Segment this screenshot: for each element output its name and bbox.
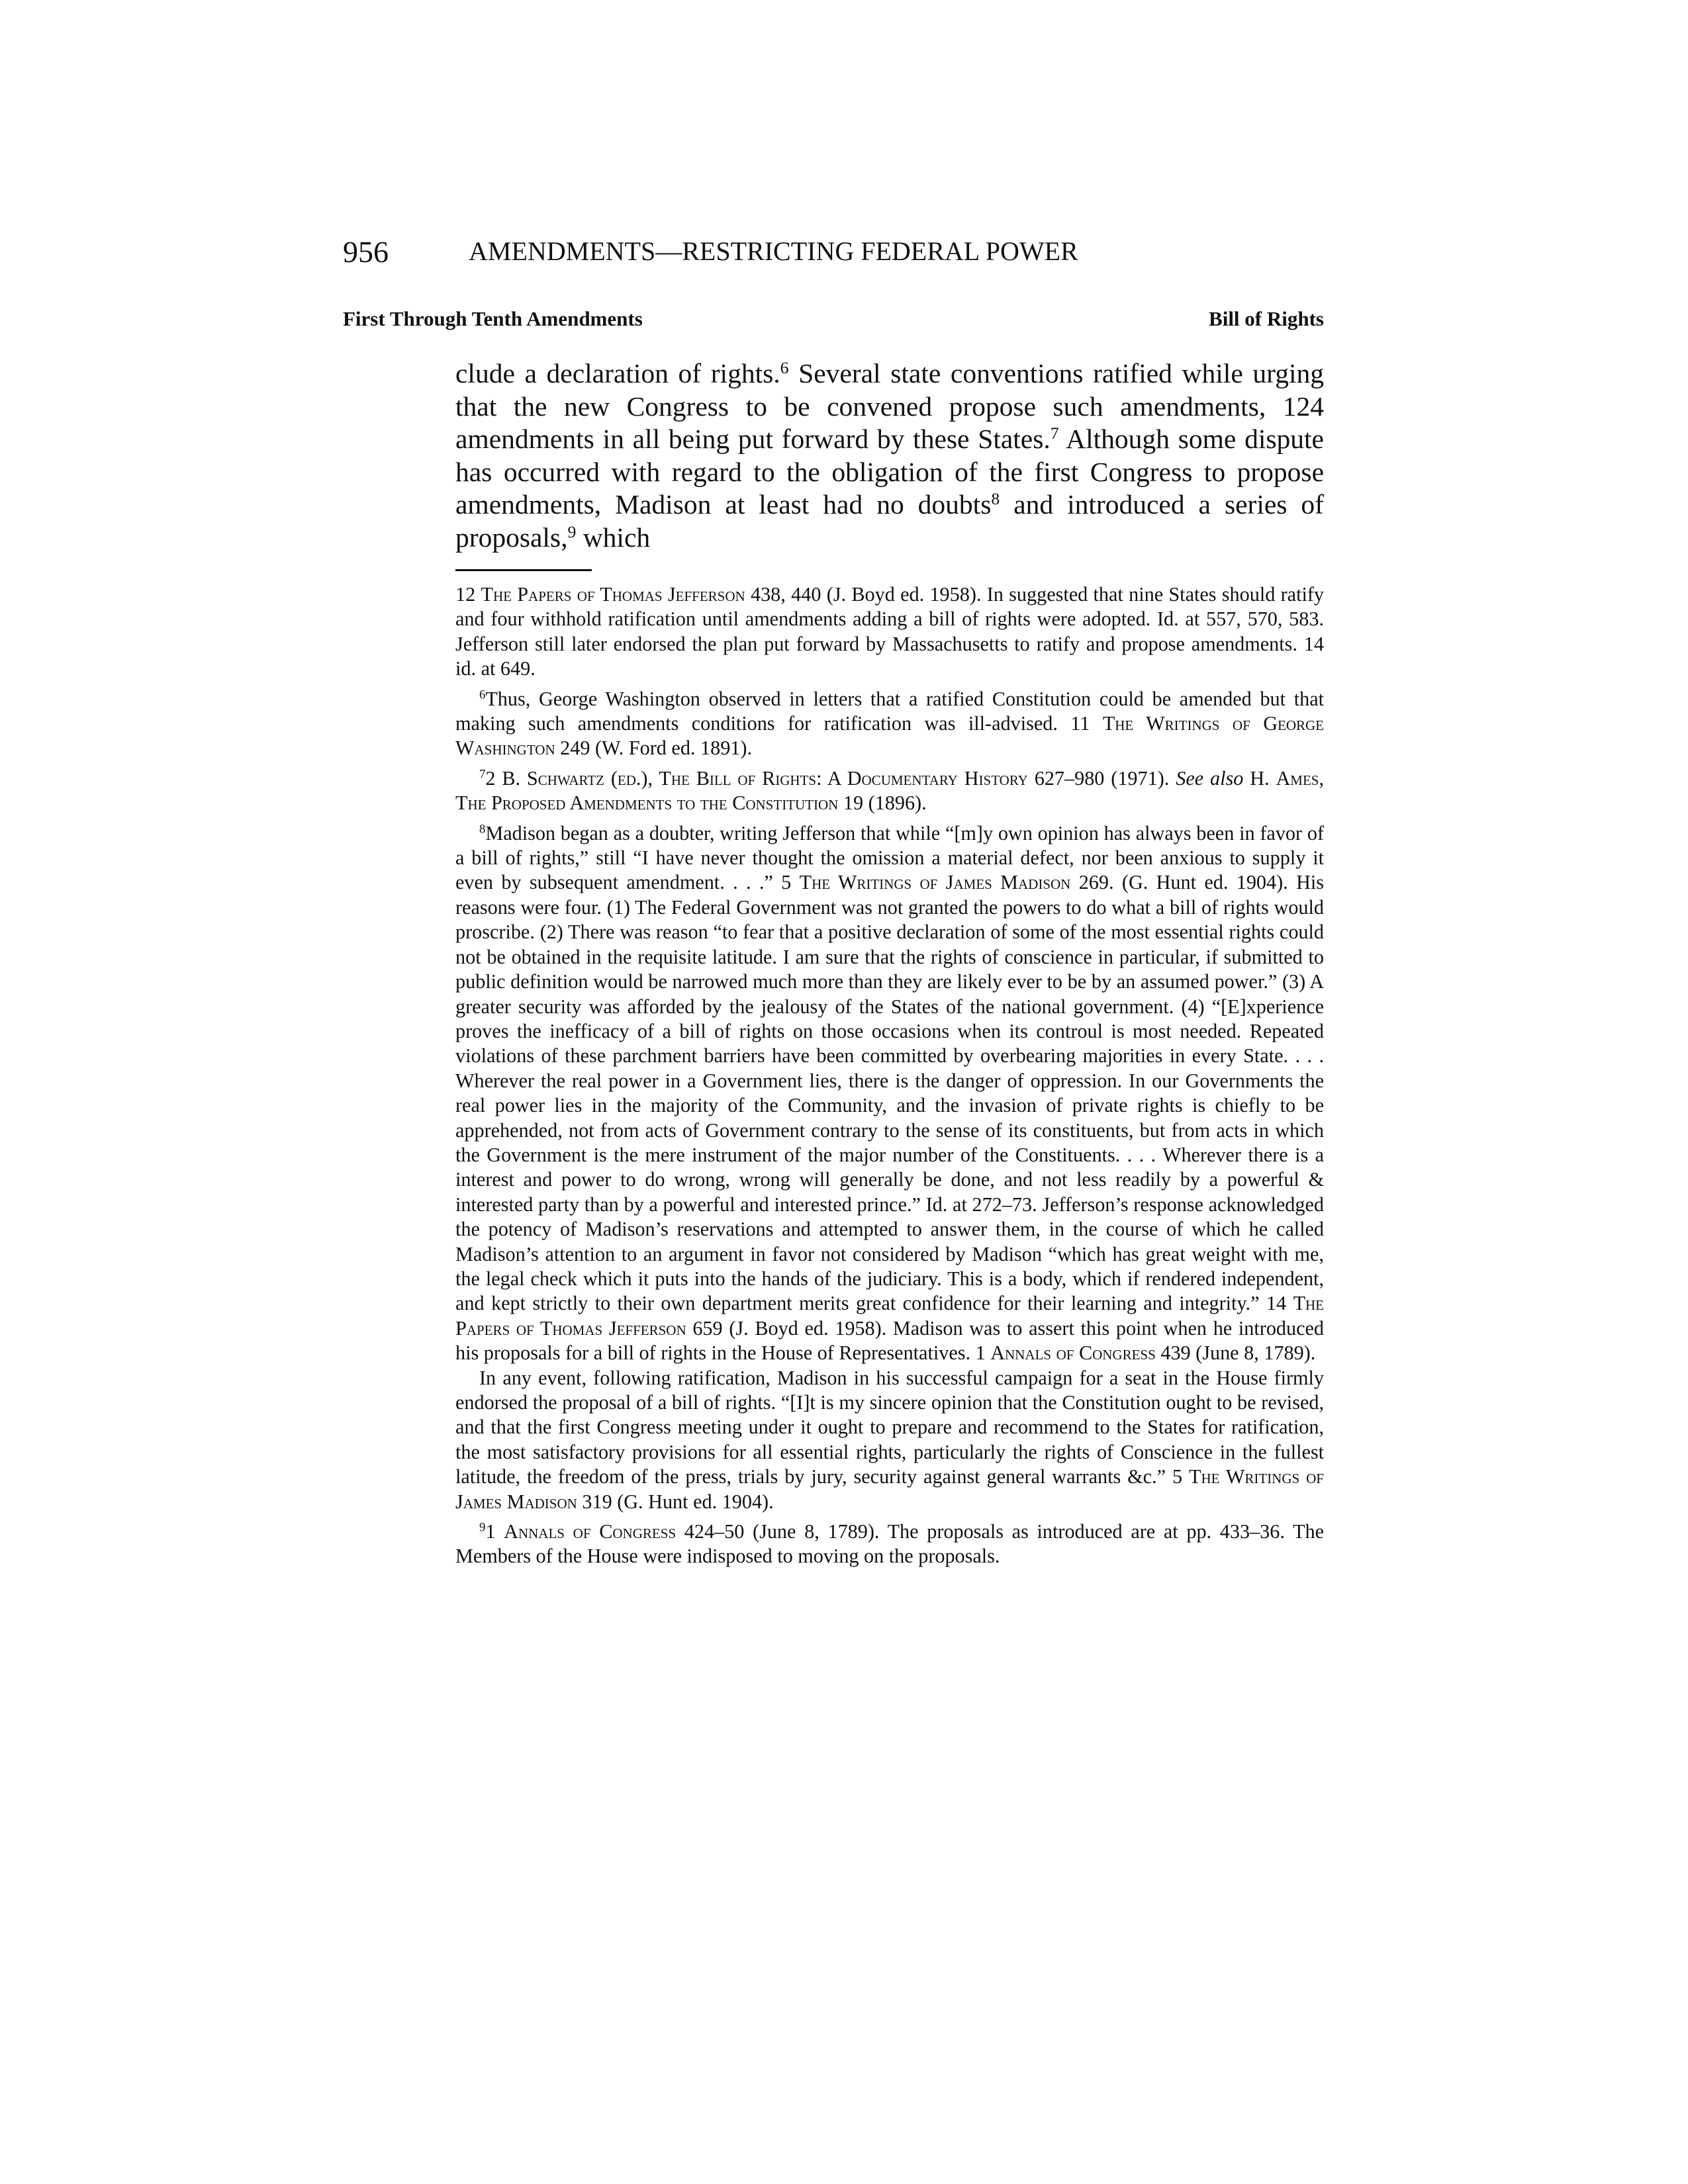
footnote-text: In any event, following ratification, Madison in his successful campaign for a seat in the House firmly endorsed the proposal of a bill of rights. “[I]t is my sincere opinion that the Constitution ought to be revised, and that the first Congress meeting under it ought to prepare and recommend to the States for ratification, the most satisfactory provisions for all essential rights, particularly the rights of Conscience in the fullest latitude, the freedom of the press, trials by jury, security against general warrants &c.” 5: [455, 1366, 1324, 1488]
section-header: [343, 307, 1324, 334]
footnote-6: [455, 687, 1324, 761]
citation-title: The Papers of Thomas Jefferson: [481, 583, 745, 606]
body-paragraph: [455, 357, 1324, 554]
footnote-number: 9: [479, 1520, 486, 1535]
footnote-text: 627–980 (1971).: [1027, 766, 1176, 790]
citation-title: Annals of Congress: [990, 1342, 1156, 1365]
footnote-text: 439 (June 8, 1789).: [1155, 1342, 1316, 1365]
citation-title: The Writings of James Madison: [799, 871, 1071, 894]
signal-italic: See also: [1176, 766, 1244, 790]
footnote-text: 249 (W. Ford ed. 1891).: [555, 737, 752, 760]
footnote-number: 8: [479, 822, 486, 837]
footnote-text: 19 (1896).: [838, 792, 927, 815]
footnote-number: 7: [479, 767, 486, 782]
footnote-9: [455, 1520, 1324, 1569]
running-head: [343, 234, 1324, 274]
footnote-8: [455, 821, 1324, 1366]
body-text: [455, 357, 1324, 554]
footnote-text: Madison began as a doubter, writing Jefferson that while “[m]y own opinion has always been in favor of a bill of rights,” still “I have never thought the omission a material defect, nor been anxious to supply it even by subsequent amendment. . . .” 5: [455, 821, 1324, 894]
footnote-text: H.: [1243, 766, 1276, 790]
running-title: AMENDMENTS—RESTRICTING FEDERAL POWER: [469, 236, 1078, 266]
footnote-7: [455, 766, 1324, 816]
footnote-text: 269. (G. Hunt ed. 1904). His reasons were four. (1) The Federal Government was not granted the powers to do what a bill of rights would proscribe. (2) There was reason “to fear that a positive declaration of some of the most essential rights could not be obtained in the requisite latitude. I am sure that the rights of conscience in particular, if submitted to public definition would be narrowed much more than they are likely ever to be by an assumed power.” (3) A greater security was afforded by the jealousy of the States of the national government. (4) “[E]xperience proves the inefficacy of a bill of rights on those occasions when its controul is most needed. Repeated violations of these parchment barriers have been committed by overbearing majorities in every State. . . . Wherever the real power in a Government lies, there is the danger of oppression. In our Governments the real power lies in the majority of the Community, and the invasion of private rights is chiefly to be apprehended, not from acts of Government contrary to the sense of its constituents, but from acts in which the Government is the mere instrument of the major number of the Constituents. . . . Wherever there is a interest and power to do wrong, wrong will generally be done, and not less readily by a powerful & interested party than by a powerful and interested prince.” Id. at 272–73. Jefferson’s response acknowledged the potency of Madison’s reservations and attempted to answer them, in the course of which he called Madison’s attention to an argument in favor not considered by Madison “which has great weight with me, the legal check which it puts into the hands of the judiciary. This is a body, which if rendered independent, and kept strictly to their own department merits great confidence for their learning and integrity.” 14: [455, 871, 1325, 1315]
footnote-ref-7: 7: [1050, 423, 1059, 443]
footnote-text: 1: [485, 1520, 504, 1543]
footnote-text: 12: [455, 583, 481, 606]
body-text-run: and introduced a series of proposals,: [455, 489, 1324, 553]
footnote-continued: [455, 582, 1324, 682]
page-number: 956: [343, 235, 389, 269]
citation-title: Annals of Congress: [504, 1520, 677, 1543]
footnote-ref-6: 6: [780, 357, 789, 377]
body-text-run: Although some dispute has occurred with regard to the obligation of the first Congress to propose amendments, Madison at least had no doubts: [455, 424, 1324, 520]
citation-title: The Writings of James Madison: [455, 1465, 1324, 1513]
citation-title: The Writings of George Washington: [455, 712, 1325, 760]
citation-title: Schwartz (ed.), The Bill of Rights: A Documentary History: [526, 766, 1028, 790]
citation-title: Ames, The Proposed Amendments to the Constitution: [455, 766, 1324, 815]
section-left-label: First Through Tenth Amendments: [343, 307, 643, 330]
body-text-run: Several state conventions ratified while urging that the new Congress to be convened propose such amendments, 124 amendments in all being put forward by these States.: [455, 358, 1324, 454]
body-text-run: clude a declaration of rights.: [455, 358, 780, 388]
footnote-text: 424–50 (June 8, 1789). The proposals as introduced are at pp. 433–36. The Members of the House were indisposed to moving on the proposals.: [455, 1520, 1325, 1568]
section-right-label: Bill of Rights: [1209, 307, 1324, 330]
citation-title: The Papers of Thomas Jefferson: [455, 1292, 1324, 1340]
footnote-text: 2 B.: [485, 766, 527, 790]
footnote-text: 659 (J. Boyd ed. 1958). Madison was to assert this point when he introduced his proposals for a bill of rights in the House of Representatives. 1: [455, 1316, 1324, 1365]
footnote-ref-8: 8: [991, 488, 1000, 508]
footnote-number: 6: [479, 688, 486, 702]
footnote-rule: [455, 569, 592, 571]
body-text-run: which: [576, 522, 651, 553]
footnote-text: 319 (G. Hunt ed. 1904).: [577, 1490, 774, 1513]
footnote-text: Thus, George Washington observed in letters that a ratified Constitution could be amended but that making such amendments conditions for ratification was ill-advised. 11: [455, 687, 1324, 735]
footnotes: [455, 582, 1324, 1574]
footnote-8-paragraph-2: [455, 1366, 1324, 1514]
footnote-text: 438, 440 (J. Boyd ed. 1958). In suggested that nine States should ratify and four withhold ratification until amendments adding a bill of rights were adopted. Id. at 557, 570, 583. Jefferson still later endorsed the plan put forward by Massachusetts to ratify and propose amendments. 14 id. at 649.: [455, 583, 1324, 680]
footnote-ref-9: 9: [567, 522, 577, 541]
